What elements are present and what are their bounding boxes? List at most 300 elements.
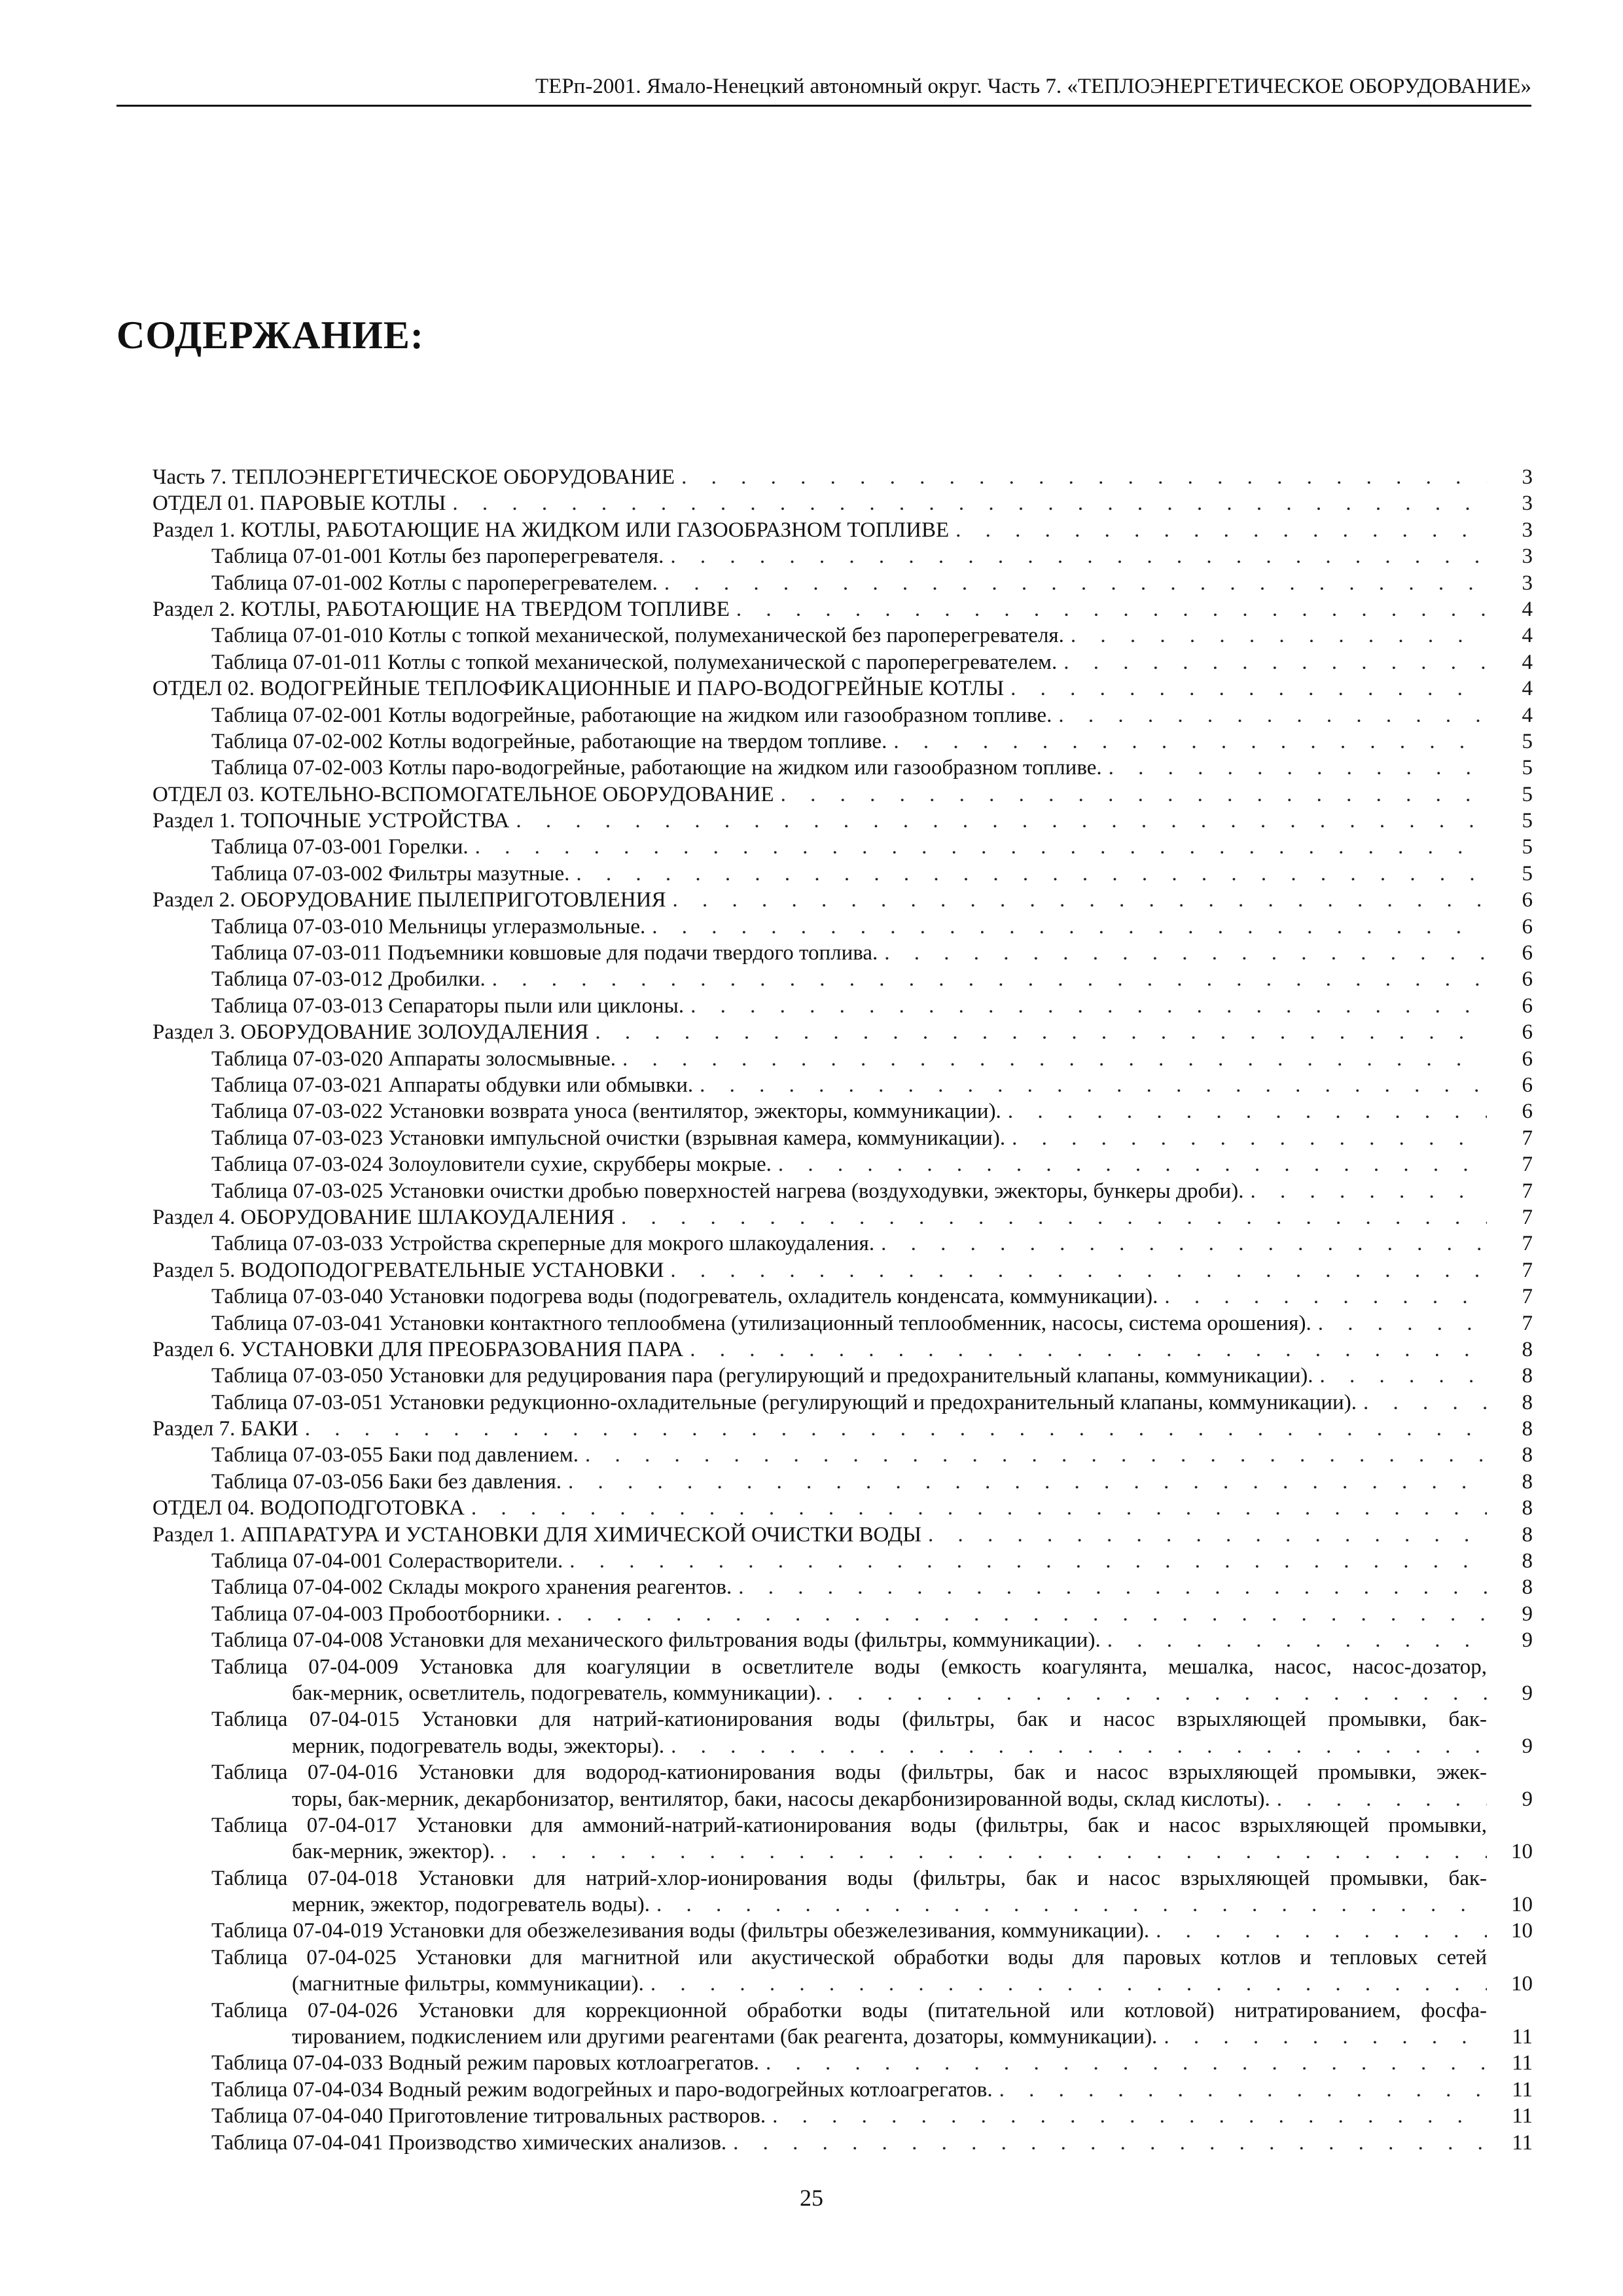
toc-entry-line <box>152 1574 1533 1600</box>
toc-entry-label: Часть 7. ТЕПЛОЭНЕРГЕТИЧЕСКОЕ ОБОРУДОВАНИЕ <box>152 465 675 489</box>
toc-page-number: 11 <box>1512 2051 1533 2075</box>
toc-page-number: 8 <box>1522 1337 1533 1361</box>
toc-entry-label: Таблица 07-02-003 Котлы паро-водогрейные, работающие на жидком или газообразном топливе. <box>211 756 1102 780</box>
toc-dot-leader <box>921 1522 1487 1548</box>
toc-dot-leader <box>1149 1918 1487 1944</box>
toc-table-entry[interactable] <box>152 2103 1533 2129</box>
toc-table-entry[interactable] <box>152 1548 1533 1574</box>
toc-dot-leader <box>1004 675 1487 702</box>
toc-dot-leader <box>1243 1178 1487 1204</box>
toc-table-entry[interactable] <box>152 1283 1533 1310</box>
toc-page-number: 7 <box>1522 1232 1533 1256</box>
toc-entry-label: ОТДЕЛ 02. ВОДОГРЕЙНЫЕ ТЕПЛОФИКАЦИОННЫЕ И ПАРО-ВОДОГРЕЙНЫЕ КОТЛЫ <box>152 677 1005 701</box>
toc-page-number: 5 <box>1522 782 1533 806</box>
toc-entry-label: Таблица 07-02-002 Котлы водогрейные, работающие на твердом топливе. <box>211 729 887 753</box>
toc-entry-line <box>152 2130 1533 2156</box>
toc-dot-leader <box>664 543 1487 569</box>
toc-entry-line <box>152 914 1533 940</box>
toc-entry-line <box>152 1839 1533 1865</box>
toc-entry-label: ОТДЕЛ 04. ВОДОПОДГОТОВКА <box>152 1496 465 1520</box>
toc-page-number: 10 <box>1511 1972 1533 1996</box>
toc-entry-line <box>152 1416 1533 1442</box>
toc-dot-leader <box>569 861 1487 887</box>
toc-entry-line <box>152 649 1533 675</box>
toc-page-number: 11 <box>1512 2130 1533 2155</box>
toc-entry-line <box>152 755 1533 781</box>
toc-entry-line <box>152 1283 1533 1310</box>
toc-entry-label: Таблица 07-03-055 Баки под давлением. <box>211 1443 579 1467</box>
toc-page-number: 5 <box>1522 861 1533 886</box>
toc-entry-line <box>152 887 1533 913</box>
toc-table-entry[interactable] <box>152 622 1533 649</box>
toc-dot-leader <box>874 1230 1487 1257</box>
toc-dot-leader <box>1005 1125 1487 1151</box>
toc-entry-label: Таблица 07-01-001 Котлы без пароперегревателя. <box>211 545 664 569</box>
toc-table-entry[interactable] <box>152 1469 1533 1495</box>
running-header <box>116 72 1531 107</box>
toc-page-number: 3 <box>1522 518 1533 542</box>
page-number: 25 <box>800 2185 823 2211</box>
toc-page-number: 8 <box>1522 1469 1533 1494</box>
toc-dot-leader <box>774 781 1487 808</box>
toc-entry-label: Раздел 3. ОБОРУДОВАНИЕ ЗОЛОУДАЛЕНИЯ <box>152 1020 589 1045</box>
toc-entry-line <box>152 1733 1533 1759</box>
toc-dot-leader <box>1101 1627 1487 1653</box>
toc-table-entry[interactable] <box>152 1363 1533 1389</box>
toc-table-entry[interactable] <box>152 1230 1533 1257</box>
toc-page-number: 8 <box>1522 1575 1533 1600</box>
toc-table-entry[interactable] <box>152 1178 1533 1204</box>
toc-entry-line <box>152 1230 1533 1257</box>
toc-entry-line <box>152 1786 1533 1812</box>
toc-page-number: 8 <box>1522 1443 1533 1467</box>
toc-dot-leader <box>666 887 1488 913</box>
toc-dot-leader <box>1270 1786 1487 1812</box>
toc-dot-leader <box>469 834 1487 860</box>
toc-dot-leader <box>730 596 1487 622</box>
toc-section-entry[interactable] <box>152 490 1533 516</box>
toc-entry-label: Таблица 07-04-017 Установки для аммоний-натрий-катионирования воды (фильтры, бак и насос взрыхляющей промывки, <box>211 1813 1487 1837</box>
toc-dot-leader <box>1064 622 1487 649</box>
toc-section-entry[interactable] <box>152 1416 1533 1442</box>
toc-page-number: 4 <box>1522 650 1533 674</box>
toc-entry-label: Таблица 07-03-022 Установки возврата уноса (вентилятор, эжекторы, коммуникации). <box>211 1100 1001 1124</box>
toc-page-number: 7 <box>1522 1311 1533 1335</box>
toc-table-entry[interactable] <box>152 1998 1533 2051</box>
toc-page-number: 4 <box>1522 703 1533 727</box>
toc-entry-line <box>152 1310 1533 1336</box>
toc-dot-leader <box>664 1733 1487 1759</box>
toc-entry-line <box>152 861 1533 887</box>
toc-entry-label: Таблица 07-04-009 Установка для коагуляции в осветлителе воды (емкость коагулянта, мешалка, насос, насос-дозатор, <box>211 1655 1487 1679</box>
toc-dot-leader <box>693 1072 1487 1098</box>
toc-page-number: 3 <box>1522 492 1533 516</box>
toc-entry-line <box>152 1522 1533 1548</box>
toc-entry-line <box>152 1945 1533 1971</box>
toc-dot-leader <box>993 2077 1487 2103</box>
toc-entry-line <box>152 2077 1533 2103</box>
toc-section-entry[interactable] <box>152 1336 1533 1363</box>
toc-entry-label: Таблица 07-04-019 Установки для обезжелезивания воды (фильтры обезжелезивания, коммуникации). <box>211 1919 1150 1943</box>
toc-entry-label: бак-мерник, эжектор). <box>292 1840 495 1864</box>
running-header-text: ТЕРп-2001. Ямало-Ненецкий автономный округ. Часть 7. «ТЕПЛОЭНЕРГЕТИЧЕСКОЕ ОБОРУДОВАНИЕ» <box>535 75 1531 98</box>
toc-entry-line <box>152 728 1533 755</box>
toc-table-entry[interactable] <box>152 1945 1533 1998</box>
toc-entry-label: Таблица 07-03-025 Установки очистки дробью поверхностей нагрева (воздуходувки, эжекторы, бункеры дроби). <box>211 1179 1244 1203</box>
toc-entry-line <box>152 1892 1533 1918</box>
toc-entry-line <box>152 1469 1533 1495</box>
toc-entry-line <box>152 2103 1533 2129</box>
toc-dot-leader <box>588 1019 1487 1045</box>
toc-page-number: 5 <box>1522 835 1533 859</box>
toc-entry-line <box>152 781 1533 808</box>
toc-table-entry[interactable] <box>152 914 1533 940</box>
toc-dot-leader <box>550 1601 1487 1627</box>
toc-page-number: 6 <box>1522 941 1533 965</box>
toc-entry-line <box>152 808 1533 834</box>
toc-entry-label: Таблица 07-04-001 Солерастворители. <box>211 1549 563 1573</box>
toc-table-entry[interactable] <box>152 570 1533 596</box>
toc-page-number: 8 <box>1522 1390 1533 1414</box>
toc-entry-label: ОТДЕЛ 01. ПАРОВЫЕ КОТЛЫ <box>152 492 446 516</box>
toc-entry-label: Таблица 07-03-023 Установки импульсной очистки (взрывная камера, коммуникации). <box>211 1126 1006 1150</box>
toc-dot-leader <box>615 1204 1487 1230</box>
toc-page-number: 7 <box>1522 1285 1533 1309</box>
toc-page-number: 5 <box>1522 809 1533 833</box>
toc-entry-label: Таблица 07-03-012 Дробилки. <box>211 967 486 992</box>
toc-page-number: 9 <box>1522 1734 1533 1758</box>
toc-page-number: 6 <box>1522 1073 1533 1097</box>
toc-entry-label: Таблица 07-04-033 Водный режим паровых котлоагрегатов. <box>211 2051 759 2075</box>
toc-page-number: 8 <box>1522 1364 1533 1388</box>
toc-table-entry[interactable] <box>152 1812 1533 1865</box>
toc-page-number: 11 <box>1512 2025 1533 2049</box>
toc-dot-leader <box>675 464 1487 490</box>
toc-entry-line <box>152 2024 1533 2050</box>
toc-page-number: 9 <box>1522 1602 1533 1626</box>
page-title: СОДЕРЖАНИЕ: <box>116 314 424 357</box>
toc-entry-line <box>152 464 1533 490</box>
toc-page-number: 3 <box>1522 545 1533 569</box>
toc-dot-leader <box>772 1151 1487 1177</box>
toc-entry-line <box>152 1865 1533 1892</box>
toc-table-entry[interactable] <box>152 1072 1533 1098</box>
toc-entry-line <box>152 1706 1533 1732</box>
toc-table-entry[interactable] <box>152 1918 1533 1944</box>
toc-entry-label: бак-мерник, осветлитель, подогреватель, коммуникации). <box>292 1681 821 1705</box>
toc-entry-line <box>152 1151 1533 1177</box>
toc-page-number: 6 <box>1522 967 1533 992</box>
toc-entry-label: Таблица 07-04-016 Установки для водород-катионирования воды (фильтры, бак и насос взрыхляющей промывки, эжек- <box>211 1761 1487 1785</box>
toc-dot-leader <box>1102 755 1487 781</box>
toc-section-entry[interactable] <box>152 1522 1533 1548</box>
toc-table-entry[interactable] <box>152 1310 1533 1336</box>
toc-dot-leader <box>821 1680 1487 1706</box>
toc-dot-leader <box>684 993 1487 1019</box>
toc-dot-leader <box>298 1416 1487 1442</box>
toc-page-number: 10 <box>1511 1919 1533 1943</box>
toc-dot-leader <box>664 1257 1487 1283</box>
toc-dot-leader <box>658 570 1487 596</box>
toc-page-number: 5 <box>1522 729 1533 753</box>
toc-entry-line <box>152 1046 1533 1072</box>
toc-table-entry[interactable] <box>152 2130 1533 2156</box>
toc-entry-line <box>152 1548 1533 1574</box>
toc-page-number: 6 <box>1522 1047 1533 1071</box>
toc-dot-leader <box>759 2050 1487 2076</box>
toc-entry-label: Таблица 07-03-024 Золоуловители сухие, скрубберы мокрые. <box>211 1153 772 1177</box>
toc-table-entry[interactable] <box>152 993 1533 1019</box>
toc-page-number: 4 <box>1522 677 1533 701</box>
toc-page-number: 8 <box>1522 1417 1533 1441</box>
toc-dot-leader <box>878 940 1487 966</box>
toc-section-entry[interactable] <box>152 1257 1533 1283</box>
toc-entry-label: Раздел 1. КОТЛЫ, РАБОТАЮЩИЕ НА ЖИДКОМ ИЛИ ГАЗООБРАЗНОМ ТОПЛИВЕ <box>152 518 950 542</box>
toc-section-entry[interactable] <box>152 808 1533 834</box>
toc-section-entry[interactable] <box>152 596 1533 622</box>
toc-entry-line <box>152 2050 1533 2076</box>
toc-section-entry[interactable] <box>152 1495 1533 1521</box>
toc-entry-label: тированием, подкислением или другими реагентами (бак реагента, дозаторы, коммуникации). <box>292 2025 1158 2049</box>
toc-dot-leader <box>1313 1363 1487 1389</box>
toc-entry-label: Таблица 07-04-002 Склады мокрого хранения реагентов. <box>211 1575 732 1600</box>
toc-dot-leader <box>1158 1283 1487 1310</box>
toc-page-number: 3 <box>1522 465 1533 489</box>
toc-entry-line <box>152 570 1533 596</box>
toc-entry-label: Таблица 07-03-013 Сепараторы пыли или циклоны. <box>211 994 685 1018</box>
toc-dot-leader <box>949 517 1487 543</box>
toc-table-entry[interactable] <box>152 1151 1533 1177</box>
toc-dot-leader <box>579 1442 1487 1468</box>
toc-entry-label: Раздел 4. ОБОРУДОВАНИЕ ШЛАКОУДАЛЕНИЯ <box>152 1205 615 1229</box>
toc-section-entry[interactable] <box>152 675 1533 702</box>
toc-dot-leader <box>1311 1310 1487 1336</box>
toc-page-number: 3 <box>1522 571 1533 595</box>
toc-table-entry[interactable] <box>152 702 1533 728</box>
toc-dot-leader <box>1001 1098 1487 1124</box>
toc-entry-label: Таблица 07-04-041 Производство химических анализов. <box>211 2130 727 2155</box>
toc-entry-label: Раздел 1. ТОПОЧНЫЕ УСТРОЙСТВА <box>152 809 510 833</box>
toc-table-entry[interactable] <box>152 1601 1533 1627</box>
toc-entry-line <box>152 1178 1533 1204</box>
toc-table-entry[interactable] <box>152 1865 1533 1918</box>
toc-page-number: 7 <box>1522 1126 1533 1150</box>
toc-dot-leader <box>732 1574 1487 1600</box>
toc-entry-label: Таблица 07-03-020 Аппараты золосмывные. <box>211 1047 616 1071</box>
toc-entry-line <box>152 1257 1533 1283</box>
toc-entry-line <box>152 517 1533 543</box>
toc-table-entry[interactable] <box>152 1706 1533 1759</box>
toc-table-entry[interactable] <box>152 2050 1533 2076</box>
toc-table-entry[interactable] <box>152 1390 1533 1416</box>
toc-entry-line <box>152 675 1533 702</box>
toc-entry-label: Таблица 07-04-003 Пробоотборники. <box>211 1602 551 1626</box>
toc-entry-line <box>152 1495 1533 1521</box>
toc-dot-leader <box>486 966 1487 992</box>
toc-table-entry[interactable] <box>152 940 1533 966</box>
toc-page-number: 5 <box>1522 756 1533 780</box>
toc-entry-label: Таблица 07-03-002 Фильтры мазутные. <box>211 861 570 886</box>
toc-entry-label: Раздел 7. БАКИ <box>152 1417 298 1441</box>
toc-dot-leader <box>509 808 1487 834</box>
toc-entry-label: Таблица 07-03-050 Установки для редуцирования пара (регулирующий и предохранительный клапаны, коммуникации). <box>211 1364 1313 1388</box>
toc-entry-line <box>152 1918 1533 1944</box>
toc-entry-line <box>152 1363 1533 1389</box>
toc-table-entry[interactable] <box>152 543 1533 569</box>
toc-table-entry[interactable] <box>152 649 1533 675</box>
toc-page-number: 6 <box>1522 888 1533 912</box>
toc-entry-label: Таблица 07-03-041 Установки контактного теплообмена (утилизационный теплообменник, насосы, система орошения). <box>211 1311 1311 1335</box>
toc-page-number: 11 <box>1512 2104 1533 2128</box>
toc-entry-label: Таблица 07-03-040 Установки подогрева воды (подогреватель, охладитель конденсата, коммуникации). <box>211 1285 1158 1309</box>
toc-entry-line <box>152 993 1533 1019</box>
toc-dot-leader <box>726 2130 1487 2156</box>
toc-entry-line <box>152 940 1533 966</box>
toc-dot-leader <box>650 1892 1487 1918</box>
toc-entry-line <box>152 490 1533 516</box>
toc-dot-leader <box>446 490 1487 516</box>
toc-table-entry[interactable] <box>152 2077 1533 2103</box>
toc-entry-label: Таблица 07-03-001 Горелки. <box>211 835 469 859</box>
toc-entry-label: (магнитные фильтры, коммуникации). <box>292 1972 644 1996</box>
toc-entry-label: Раздел 2. ОБОРУДОВАНИЕ ПЫЛЕПРИГОТОВЛЕНИЯ <box>152 888 666 912</box>
toc-entry-label: Раздел 6. УСТАНОВКИ ДЛЯ ПРЕОБРАЗОВАНИЯ ПАРА <box>152 1337 684 1361</box>
toc-page-number: 9 <box>1522 1628 1533 1653</box>
toc-dot-leader <box>1157 2024 1487 2050</box>
toc-entry-label: Таблица 07-03-010 Мельницы углеразмольные. <box>211 914 646 939</box>
toc-entry-label: Раздел 2. КОТЛЫ, РАБОТАЮЩИЕ НА ТВЕРДОМ ТОПЛИВЕ <box>152 597 730 621</box>
toc-table-entry[interactable] <box>152 1654 1533 1707</box>
table-of-contents <box>152 464 1533 2156</box>
toc-entry-label: Таблица 07-03-051 Установки редукционно-охладительные (регулирующий и предохранительный клапаны, коммуникации). <box>211 1390 1357 1414</box>
toc-table-entry[interactable] <box>152 966 1533 992</box>
toc-entry-label: Таблица 07-04-040 Приготовление титровальных растворов. <box>211 2104 766 2128</box>
toc-table-entry[interactable] <box>152 1125 1533 1151</box>
toc-page-number: 10 <box>1511 1840 1533 1864</box>
toc-entry-label: Таблица 07-03-033 Устройства скреперные для мокрого шлакоудаления. <box>211 1232 875 1256</box>
toc-section-entry[interactable] <box>152 887 1533 913</box>
toc-entry-label: Раздел 5. ВОДОПОДОГРЕВАТЕЛЬНЫЕ УСТАНОВКИ <box>152 1258 664 1282</box>
toc-table-entry[interactable] <box>152 834 1533 860</box>
toc-entry-line <box>152 1812 1533 1839</box>
toc-entry-label: мерник, подогреватель воды, эжекторы). <box>292 1734 665 1758</box>
toc-entry-label: Таблица 07-03-011 Подъемники ковшовые для подачи твердого топлива. <box>211 941 878 965</box>
toc-table-entry[interactable] <box>152 728 1533 755</box>
toc-entry-label: Таблица 07-04-026 Установки для коррекционной обработки воды (питательной или котловой) нитратированием, фосфа- <box>211 1998 1487 2022</box>
toc-page-number: 6 <box>1522 1100 1533 1124</box>
toc-page-number: 7 <box>1522 1258 1533 1282</box>
toc-page-number: 8 <box>1522 1522 1533 1547</box>
toc-dot-leader <box>766 2103 1487 2129</box>
toc-entry-label: Таблица 07-03-021 Аппараты обдувки или обмывки. <box>211 1073 694 1097</box>
toc-entry-label: ОТДЕЛ 03. КОТЕЛЬНО-ВСПОМОГАТЕЛЬНОЕ ОБОРУДОВАНИЕ <box>152 782 774 806</box>
toc-dot-leader <box>644 1971 1487 1997</box>
toc-table-entry[interactable] <box>152 861 1533 887</box>
toc-section-entry[interactable] <box>152 1019 1533 1045</box>
toc-section-entry[interactable] <box>152 464 1533 490</box>
toc-entry-line <box>152 1336 1533 1363</box>
toc-entry-label: Таблица 07-03-056 Баки без давления. <box>211 1469 562 1494</box>
toc-table-entry[interactable] <box>152 1442 1533 1468</box>
toc-table-entry[interactable] <box>152 1574 1533 1600</box>
toc-entry-line <box>152 1098 1533 1124</box>
toc-dot-leader <box>1052 702 1487 728</box>
toc-entry-line <box>152 1019 1533 1045</box>
toc-page-number: 9 <box>1522 1681 1533 1705</box>
toc-dot-leader <box>616 1046 1487 1072</box>
toc-entry-line <box>152 1971 1533 1997</box>
toc-dot-leader <box>645 914 1487 940</box>
toc-entry-label: Таблица 07-04-034 Водный режим водогрейных и паро-водогрейных котлоагрегатов. <box>211 2077 993 2102</box>
toc-section-entry[interactable] <box>152 517 1533 543</box>
toc-entry-line <box>152 622 1533 649</box>
toc-table-entry[interactable] <box>152 1627 1533 1653</box>
toc-entry-label: Таблица 07-04-008 Установки для механического фильтрования воды (фильтры, коммуникации). <box>211 1628 1101 1653</box>
toc-entry-label: Таблица 07-04-015 Установки для натрий-катионирования воды (фильтры, бак и насос взрыхляющей промывки, бак- <box>211 1708 1487 1732</box>
toc-entry-line <box>152 1627 1533 1653</box>
toc-entry-line <box>152 1998 1533 2024</box>
toc-table-entry[interactable] <box>152 755 1533 781</box>
toc-dot-leader <box>465 1495 1487 1521</box>
toc-entry-label: Таблица 07-01-010 Котлы с топкой механической, полумеханической без пароперегревателя. <box>211 624 1064 648</box>
toc-page-number: 7 <box>1522 1205 1533 1229</box>
toc-page-number: 6 <box>1522 1020 1533 1045</box>
toc-page-number: 7 <box>1522 1153 1533 1177</box>
toc-table-entry[interactable] <box>152 1046 1533 1072</box>
toc-entry-line <box>152 1442 1533 1468</box>
toc-dot-leader <box>1057 649 1487 675</box>
toc-entry-label: мерник, эжектор, подогреватель воды). <box>292 1893 650 1917</box>
toc-page-number: 6 <box>1522 994 1533 1018</box>
toc-page-number: 4 <box>1522 624 1533 648</box>
toc-page-number: 10 <box>1511 1893 1533 1917</box>
toc-dot-leader <box>1357 1390 1487 1416</box>
toc-entry-line <box>152 1204 1533 1230</box>
toc-entry-label: торы, бак-мерник, декарбонизатор, вентилятор, баки, насосы декарбонизированной воды, склад кислоты). <box>292 1787 1270 1811</box>
toc-table-entry[interactable] <box>152 1098 1533 1124</box>
toc-page-number: 11 <box>1512 2077 1533 2102</box>
toc-entry-line <box>152 702 1533 728</box>
toc-page-number: 8 <box>1522 1549 1533 1573</box>
toc-entry-line <box>152 596 1533 622</box>
toc-entry-line <box>152 1654 1533 1680</box>
toc-dot-leader <box>495 1839 1487 1865</box>
toc-dot-leader <box>887 728 1487 755</box>
toc-dot-leader <box>563 1548 1487 1574</box>
toc-entry-label: Таблица 07-01-011 Котлы с топкой механической, полумеханической с пароперегревателем. <box>211 650 1058 674</box>
toc-entry-label: Таблица 07-04-018 Установки для натрий-хлор-ионирования воды (фильтры, бак и насос взрыхляющей промывки, бак- <box>211 1866 1487 1890</box>
toc-page-number: 8 <box>1522 1496 1533 1520</box>
toc-table-entry[interactable] <box>152 1759 1533 1812</box>
toc-section-entry[interactable] <box>152 781 1533 808</box>
toc-entry-label: Раздел 1. АППАРАТУРА И УСТАНОВКИ ДЛЯ ХИМИЧЕСКОЙ ОЧИСТКИ ВОДЫ <box>152 1522 922 1547</box>
toc-entry-line <box>152 1759 1533 1785</box>
toc-entry-label: Таблица 07-04-025 Установки для магнитной или акустической обработки воды для паровых котлов и тепловых сетей <box>211 1945 1487 1969</box>
toc-page-number: 9 <box>1522 1787 1533 1811</box>
toc-entry-line <box>152 1072 1533 1098</box>
toc-section-entry[interactable] <box>152 1204 1533 1230</box>
toc-page-number: 7 <box>1522 1179 1533 1203</box>
toc-entry-label: Таблица 07-02-001 Котлы водогрейные, работающие на жидком или газообразном топливе. <box>211 703 1052 727</box>
toc-entry-label: Таблица 07-01-002 Котлы с пароперегревателем. <box>211 571 658 595</box>
toc-dot-leader <box>683 1336 1487 1363</box>
toc-entry-line <box>152 543 1533 569</box>
toc-entry-line <box>152 966 1533 992</box>
toc-page-number: 4 <box>1522 597 1533 621</box>
toc-page-number: 6 <box>1522 914 1533 939</box>
toc-entry-line <box>152 1601 1533 1627</box>
toc-entry-line <box>152 834 1533 860</box>
